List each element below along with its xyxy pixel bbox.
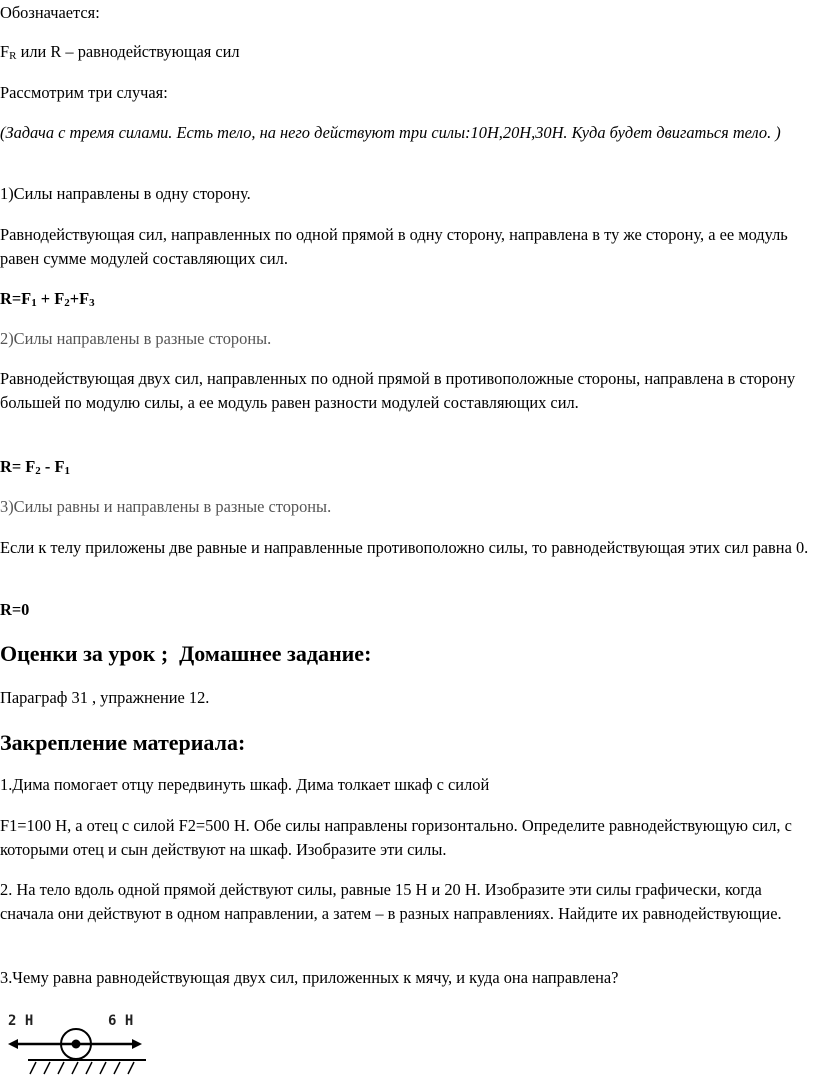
case3-formula: R=0: [0, 600, 30, 619]
case1-text: Равнодействующая сил, направленных по одной прямой в одну сторону, направлена в ту же сторону, а ее модуль равен сумме модулей составляющих сил.: [0, 225, 788, 268]
designation-label: Обозначается:: [0, 3, 100, 22]
homework-text: Параграф 31 , упражнение 12.: [0, 688, 210, 707]
case1-formula: $R=F_1 + F_2+F_3$: [0, 289, 95, 309]
grades-homework-heading: Оценки за урок ; Домашнее задание:: [0, 641, 372, 666]
question-1-intro: 1.Дима помогает отцу передвинуть шкаф. Дима толкает шкаф с силой: [0, 775, 490, 794]
question-2-text: 2. На тело вдоль одной прямой действуют силы, равные 15 Н и 20 Н. Изобразите эти силы графически, когда сначала они действуют в одном направлении, а затем – в разных направлениях. Найдите их равнодействующие.: [0, 880, 782, 923]
left-arrowhead: [8, 1039, 18, 1049]
case3-text: Если к телу приложены две равные и направленные противоположно силы, то равнодействующая этих сил равна 0.: [0, 538, 809, 557]
question-1-text: F1=100 Н, а отец с силой F2=500 Н. Обе силы направлены горизонтально. Определите равнодействующую сил, с которыми отец и сын действуют на шкаф. Изобразите эти силы.: [0, 816, 792, 859]
left-force-label: 2 Н: [8, 1013, 34, 1029]
case2-title: 2)Силы направлены в разные стороны.: [0, 329, 272, 348]
right-force-label: 6 Н: [108, 1013, 134, 1029]
consolidation-heading: Закрепление материала:: [0, 730, 246, 755]
case2-formula: $R= F_2 - F_1$: [0, 457, 70, 477]
resultant-definition: $F_R$ или R – равнодействующая сил: [0, 42, 240, 62]
case2-text: Равнодействующая двух сил, направленных по одной прямой в противоположные стороны, направлена в сторону большей по модулю силы, а ее модуль равен разности модулей составляющих сил.: [0, 369, 796, 412]
three-forces-task: (Задача с тремя силами. Есть тело, на него действуют три силы:10Н,20Н,30Н. Куда будет двигаться тело. ): [0, 123, 781, 142]
ground-hatching: [30, 1062, 134, 1074]
case1-title: 1)Силы направлены в одну сторону.: [0, 184, 251, 203]
question-3-text: 3.Чему равна равнодействующая двух сил, приложенных к мячу, и куда она направлена?: [0, 968, 619, 987]
case3-title: 3)Силы равны и направлены в разные стороны.: [0, 497, 332, 516]
right-arrowhead: [132, 1039, 142, 1049]
ball-forces-figure: [0, 1004, 160, 1090]
three-cases-intro: Рассмотрим три случая:: [0, 83, 168, 102]
